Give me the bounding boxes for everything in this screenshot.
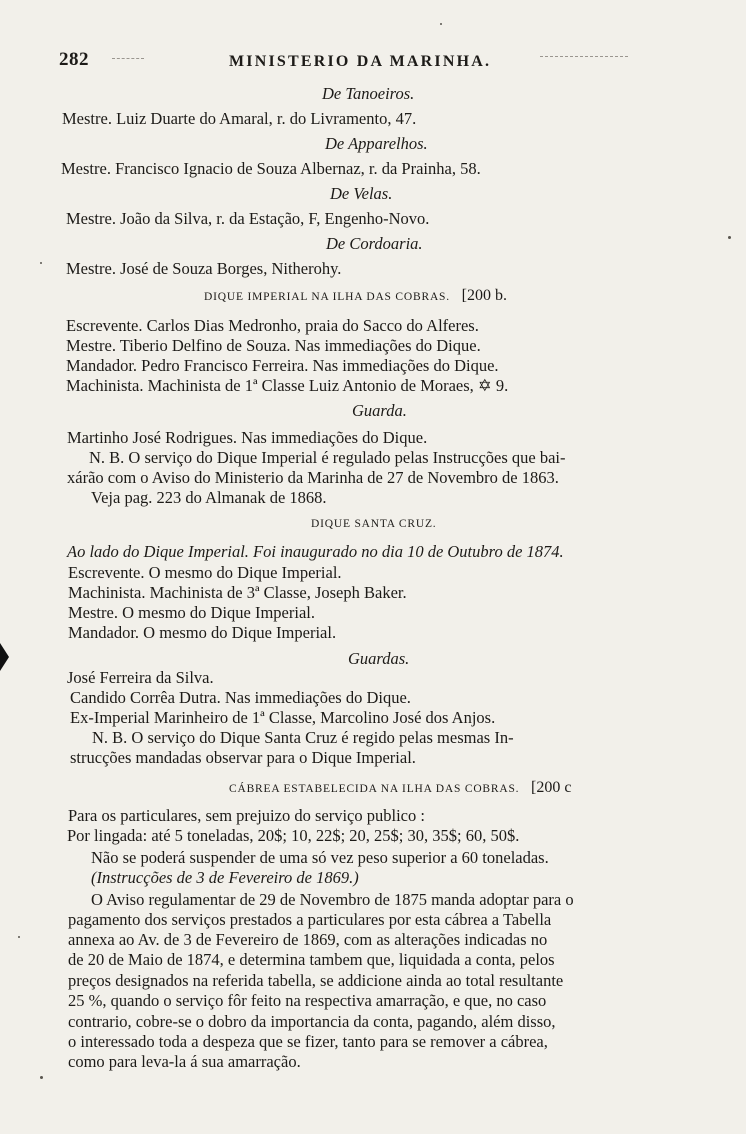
text-line: xárão com o Aviso do Ministerio da Marinha de 27 de Novembro de 1863. [67,468,559,487]
text-line: Escrevente. O mesmo do Dique Imperial. [68,563,342,582]
section-heading-cabrea [229,778,571,799]
text-line: Mandador. Pedro Francisco Ferreira. Nas immediações do Dique. [66,356,499,375]
text-line: Machinista. Machinista de 3ª Classe, Joseph Baker. [68,583,407,602]
text-line: Candido Corrêa Dutra. Nas immediações do Dique. [70,688,411,707]
text-line: Mandador. O mesmo do Dique Imperial. [68,623,337,642]
ink-speck [728,236,731,239]
page-number: 282 [59,49,89,70]
text-line: de 20 de Maio de 1874, e determina tambem que, liquidada a conta, pelos [68,950,555,969]
section-heading: Guardas. [348,649,410,668]
text-line: Ao lado do Dique Imperial. Foi inaugurado no dia 10 de Outubro de 1874. [67,542,564,561]
header-rule-right [540,56,628,57]
ink-speck [18,936,20,938]
text-line: Mestre. Francisco Ignacio de Souza Albernaz, r. da Prainha, 58. [61,159,481,178]
text-line: Mestre. O mesmo do Dique Imperial. [68,603,315,622]
text-line: Ex-Imperial Marinheiro de 1ª Classe, Marcolino José dos Anjos. [70,708,496,727]
text-line: Mestre. José de Souza Borges, Nitherohy. [66,259,342,278]
text-line: N. B. O serviço do Dique Imperial é regulado pelas Instrucções que bai- [89,448,566,467]
text-line: annexa ao Av. de 3 de Fevereiro de 1869, com as alterações indicadas no [68,930,548,949]
text-line: José Ferreira da Silva. [67,668,214,687]
text-line: Mestre. Luiz Duarte do Amaral, r. do Livramento, 47. [62,109,417,128]
ink-blot [0,643,9,671]
text-line: Não se poderá suspender de uma só vez peso superior a 60 toneladas. [91,848,549,867]
text-line: Mestre. Tiberio Delfino de Souza. Nas immediações do Dique. [66,336,481,355]
text-line: o interessado toda a despeza que se fizer, tanto para se remover a cábrea, [68,1032,548,1051]
text-line: Martinho José Rodrigues. Nas immediações do Dique. [67,428,428,447]
section-heading: De Apparelhos. [325,134,428,153]
text-line: Para os particulares, sem prejuizo do serviço publico : [68,806,425,825]
heading-page-ref: [200 c [531,779,572,796]
text-line: Por lingada: até 5 toneladas, 20$; 10, 22$; 20, 25$; 30, 35$; 60, 50$. [67,826,520,845]
ink-speck [40,262,42,264]
text-line: Machinista. Machinista de 1ª Classe Luiz Antonio de Moraes, ✡ 9. [66,376,509,395]
heading-page-ref: [200 b. [461,287,507,304]
text-line: Escrevente. Carlos Dias Medronho, praia do Sacco do Alferes. [66,316,479,335]
text-line: Veja pag. 223 do Almanak de 1868. [91,488,327,507]
section-heading: De Cordoaria. [326,234,423,253]
section-heading: De Tanoeiros. [322,84,415,103]
heading-text: CÁBREA ESTABELECIDA NA ILHA DAS COBRAS. [229,783,520,795]
text-line: strucções mandadas observar para o Dique Imperial. [70,748,416,767]
text-line: N. B. O serviço do Dique Santa Cruz é regido pelas mesmas In- [92,728,514,747]
ink-speck [440,23,442,25]
text-line: pagamento dos serviços prestados a particulares por esta cábrea a Tabella [68,910,552,929]
running-title: MINISTERIO DA MARINHA. [229,53,492,70]
text-line: preços designados na referida tabella, se addicione ainda ao total resultante [68,971,564,990]
text-line: 25 %, quando o serviço fôr feito na respectiva amarração, e que, no caso [68,991,547,1010]
section-heading-dique-santa-cruz: DIQUE SANTA CRUZ. [311,518,437,530]
text-line: como para leva-la á sua amarração. [68,1052,301,1071]
section-heading-dique-imperial [204,286,507,307]
section-heading: Guarda. [352,401,407,420]
section-heading: De Velas. [330,184,393,203]
text-line: Mestre. João da Silva, r. da Estação, F, Engenho-Novo. [66,209,430,228]
text-line: (Instrucções de 3 de Fevereiro de 1869.) [91,868,359,887]
header-rule-left [112,58,144,59]
heading-text: DIQUE IMPERIAL NA ILHA DAS COBRAS. [204,291,450,303]
text-line: contrario, cobre-se o dobro da importancia da conta, pagando, além disso, [68,1012,556,1031]
ink-speck [40,1076,43,1079]
text-line: O Aviso regulamentar de 29 de Novembro de 1875 manda adoptar para o [91,890,574,909]
